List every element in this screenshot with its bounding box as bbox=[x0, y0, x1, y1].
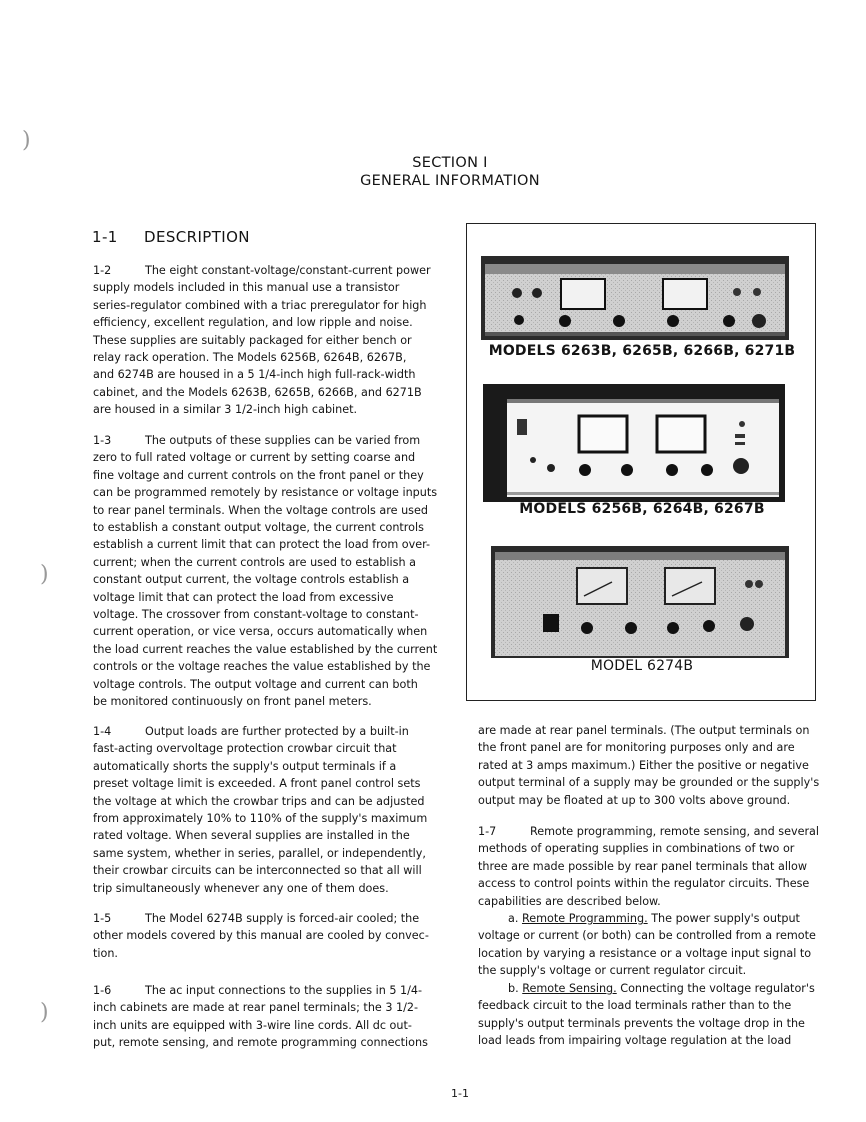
text-line: controls or the voltage reaches the value established by the bbox=[93, 660, 431, 674]
text-line: Remote programming, remote sensing, and several bbox=[530, 825, 820, 838]
page-number: 1-1 bbox=[451, 1087, 469, 1100]
paragraph-1-4 bbox=[93, 723, 453, 897]
text-line: voltage or current (or both) can be controlled from a remote bbox=[478, 929, 816, 943]
text-line: voltage limit that can protect the load from excessive bbox=[93, 590, 394, 604]
text-line: are housed in a similar 3 1/2-inch high cabinet. bbox=[93, 403, 358, 417]
photo-models-6263b bbox=[481, 256, 789, 340]
text-line: rated at 3 amps maximum.) Either the positive or negative bbox=[478, 758, 809, 772]
paragraph-1-5 bbox=[93, 910, 453, 962]
paragraph-number: 1-3 bbox=[93, 434, 112, 447]
text-line: current operation, or vice versa, occurs automatically when bbox=[93, 625, 428, 639]
text-line: supply models included in this manual use a transistor bbox=[93, 281, 400, 295]
photo-models-6256b bbox=[483, 384, 785, 502]
term-remote-programming: Remote Programming. bbox=[521, 912, 648, 925]
text-line: cabinet, and the Models 6263B, 6265B, 6266B, and 6271B bbox=[93, 385, 422, 399]
text-line: access to control points within the regulator circuits. These bbox=[478, 877, 810, 891]
text-line: are made at rear panel terminals. (The output terminals on bbox=[478, 724, 810, 737]
paragraph-1-6 bbox=[93, 982, 453, 1052]
text-line: load leads from impairing voltage regulation at the load bbox=[478, 1034, 792, 1048]
text-line: The Model 6274B supply is forced-air cooled; the bbox=[145, 912, 420, 925]
text-line: to establish a constant output voltage, the current controls bbox=[93, 521, 424, 535]
text-line: supply's output terminals prevents the voltage drop in the bbox=[478, 1016, 805, 1030]
text-line: voltage. The crossover from constant-voltage to constant- bbox=[93, 608, 419, 622]
text-line: efficiency, excellent regulation, and low ripple and noise. bbox=[93, 316, 413, 330]
term-remote-sensing: Remote Sensing. bbox=[522, 982, 617, 995]
text-line: The eight constant-voltage/constant-current power bbox=[145, 264, 431, 277]
text-line: zero to full rated voltage or current by setting coarse and bbox=[93, 451, 416, 465]
paragraph-1-7b bbox=[478, 980, 838, 1050]
text-line: inch units are equipped with 3-wire line cords. All dc out- bbox=[93, 1018, 412, 1032]
text-line: These supplies are suitably packaged for either bench or bbox=[93, 333, 412, 347]
text-line: be monitored continuously on front panel meters. bbox=[93, 695, 372, 709]
binder-mark-bottom: ) bbox=[40, 1000, 49, 1025]
text-line: and 6274B are housed in a 5 1/4-inch high full-rack-width bbox=[93, 368, 416, 382]
paragraph-1-7 bbox=[478, 823, 838, 910]
text-line: The ac input connections to the supplies in 5 1/4- bbox=[145, 984, 423, 997]
paragraph-number: 1-6 bbox=[93, 984, 112, 997]
item-label: a. bbox=[508, 912, 519, 925]
text-line: automatically shorts the supply's output terminals if a bbox=[93, 759, 397, 773]
text-line: from approximately 10% to 110% of the supply's maximum bbox=[93, 812, 428, 826]
text-line: can be programmed remotely by resistance or voltage inputs bbox=[93, 486, 438, 500]
text-line: output may be floated at up to 300 volts above ground. bbox=[478, 793, 791, 807]
text-line: voltage controls. The output voltage and current can both bbox=[93, 677, 418, 691]
text-line: capabilities are described below. bbox=[478, 894, 661, 908]
text-line: the voltage at which the crowbar trips and can be adjusted bbox=[93, 794, 425, 808]
text-line: The power supply's output bbox=[647, 912, 800, 925]
paragraph-1-2 bbox=[93, 262, 453, 419]
paragraph-number: 1-4 bbox=[93, 725, 112, 738]
text-line: output terminal of a supply may be grounded or the supply's bbox=[478, 776, 820, 790]
text-line: current; when the current controls are used to establish a bbox=[93, 555, 416, 569]
power-supply-figure bbox=[466, 223, 816, 701]
caption-model-6274b: MODEL 6274B bbox=[590, 658, 694, 674]
text-line: relay rack operation. The Models 6256B, 6264B, 6267B, bbox=[93, 351, 407, 365]
section-title: GENERAL INFORMATION bbox=[360, 173, 540, 189]
paragraph-number: 1-5 bbox=[93, 912, 112, 925]
text-line: to rear panel terminals. When the voltage controls are used bbox=[93, 503, 428, 517]
text-line: constant output current, the voltage controls establish a bbox=[93, 573, 410, 587]
text-line: methods of operating supplies in combinations of two or bbox=[478, 842, 795, 856]
text-line: series-regulator combined with a triac preregulator for high bbox=[93, 298, 427, 312]
text-line: The outputs of these supplies can be varied from bbox=[145, 434, 421, 447]
text-line: inch cabinets are made at rear panel terminals; the 3 1/2- bbox=[93, 1001, 419, 1015]
photo-model-6274b bbox=[491, 546, 789, 658]
heading-number: 1-1 bbox=[92, 228, 118, 246]
item-label: b. bbox=[508, 982, 519, 995]
text-line: feedback circuit to the load terminals rather than to the bbox=[478, 999, 792, 1013]
binder-mark-middle: ) bbox=[40, 562, 49, 587]
caption-models-6263b: MODELS 6263B, 6265B, 6266B, 6271B bbox=[488, 343, 796, 359]
section-label: SECTION I bbox=[412, 155, 488, 171]
text-line: location by varying a resistance or a voltage input signal to bbox=[478, 946, 812, 960]
text-line: same system, whether in series, parallel, or independently, bbox=[93, 846, 426, 860]
paragraph-1-6-continued bbox=[478, 722, 838, 809]
text-line: the load current reaches the value established by the current bbox=[93, 642, 438, 656]
text-line: Connecting the voltage regulator's bbox=[616, 982, 815, 995]
text-line: rated voltage. When several supplies are installed in the bbox=[93, 829, 410, 843]
paragraph-number: 1-7 bbox=[478, 825, 497, 838]
text-line: tion. bbox=[93, 946, 118, 960]
text-line: trip simultaneously whenever any one of them does. bbox=[93, 881, 389, 895]
text-line: their crowbar circuits can be interconnected so that all will bbox=[93, 864, 422, 878]
text-line: fast-acting overvoltage protection crowbar circuit that bbox=[93, 742, 397, 756]
text-line: fine voltage and current controls on the front panel or they bbox=[93, 468, 424, 482]
text-line: the supply's voltage or current regulator circuit. bbox=[478, 964, 747, 978]
heading-title: DESCRIPTION bbox=[144, 228, 250, 246]
caption-models-6256b: MODELS 6256B, 6264B, 6267B bbox=[519, 501, 765, 517]
text-line: establish a current limit that can protect the load from over- bbox=[93, 538, 431, 552]
paragraph-1-7a bbox=[478, 910, 838, 980]
text-line: Output loads are further protected by a built-in bbox=[145, 725, 409, 738]
binder-mark-top: ) bbox=[22, 128, 31, 153]
paragraph-1-3 bbox=[93, 432, 453, 711]
text-line: put, remote sensing, and remote programming connections bbox=[93, 1036, 428, 1050]
paragraph-number: 1-2 bbox=[93, 264, 112, 277]
text-line: preset voltage limit is exceeded. A front panel control sets bbox=[93, 777, 421, 791]
figure-photos bbox=[467, 224, 815, 700]
text-line: the front panel are for monitoring purposes only and are bbox=[478, 741, 795, 755]
text-line: other models covered by this manual are cooled by convec- bbox=[93, 929, 429, 943]
text-line: three are made possible by rear panel terminals that allow bbox=[478, 859, 808, 873]
